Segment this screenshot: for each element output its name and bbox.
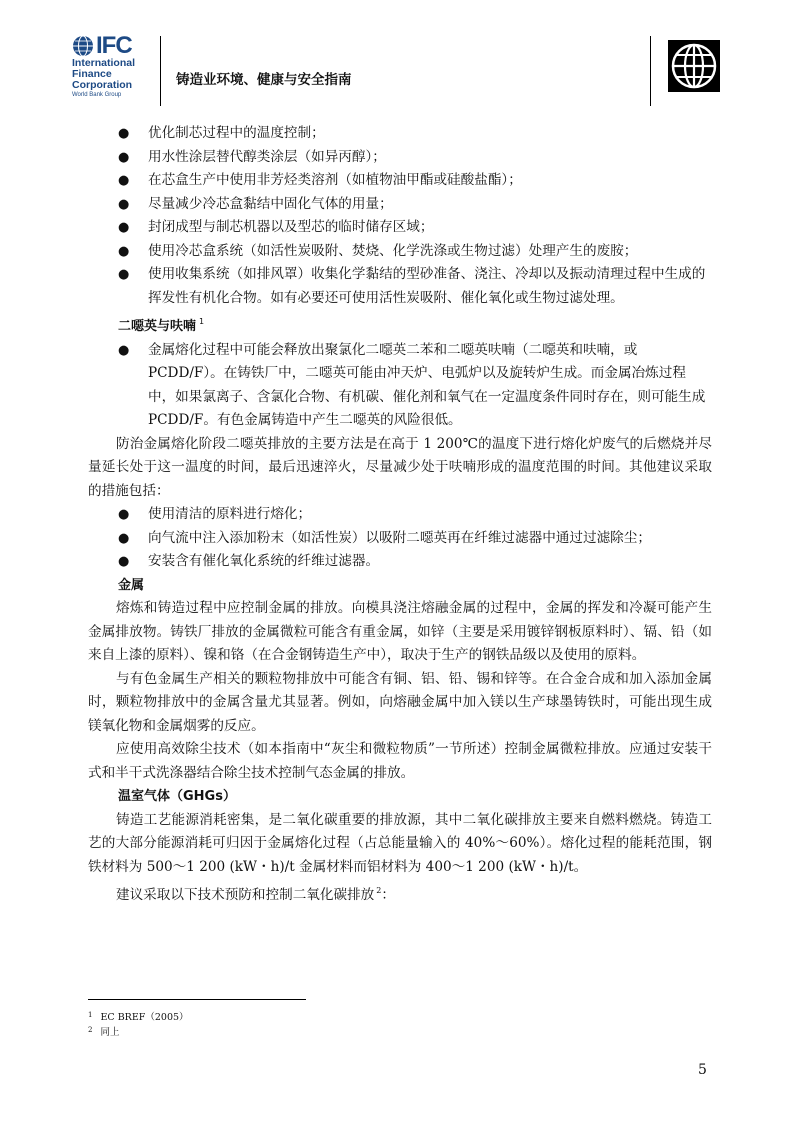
footnote: $^2$ 同上: [88, 1026, 120, 1038]
page-body: [88, 122, 712, 908]
page-header: [68, 28, 728, 106]
bullet-item: ● 金属熔化过程中可能会释放出聚氯化二噁英二苯和二噁英呋喃（二噁英和呋喃，或PCDD/F）。在铸铁厂中，二噁英可能由冲天炉、电弧炉以及旋转炉生成。而金属冶炼过程中，如果氯离子、含氯化合物、有机碳、催化剂和氧气在一定温度条件同时存在，则可能生成 PCDD/F。有色金属铸造中产生二噁英的风险很低。: [88, 339, 712, 433]
paragraph: 防治金属熔化阶段二噁英排放的主要方法是在高于 1 200℃的温度下进行熔化炉废气的后燃烧并尽量延长处于这一温度的时间，最后迅速淬火，尽量减少处于呋喃形成的温度范围的时间。其他建议采取的措施包括：: [88, 435, 712, 499]
bullet-item: ● 在芯盒生产中使用非芳烃类溶剂（如植物油甲酯或硅酸盐酯）；: [88, 169, 712, 193]
page-number: 5: [698, 1062, 707, 1078]
bullet-item: ● 封闭成型与制芯机器以及型芯的临时储存区域；: [88, 216, 712, 240]
header-divider: [160, 36, 161, 106]
bullet-item: ● 用水性涂层替代醇类涂层（如异丙醇）；: [88, 146, 712, 170]
logo-line: Corporation: [72, 79, 133, 91]
bullet-item: ● 向气流中注入添加粉末（如活性炭）以吸附二噁英再在纤维过滤器中通过过滤除尘；: [88, 527, 712, 551]
logo-line: World Bank Group: [72, 92, 122, 98]
bullet-icon: ●: [118, 173, 130, 188]
bullet-icon: ●: [118, 342, 130, 358]
page-title: 铸造业环境、健康与安全指南: [176, 72, 352, 88]
bullet-item: ● 使用清洁的原料进行熔化；: [88, 503, 712, 527]
logo-mark: IFC: [96, 32, 132, 59]
globe-icon: [72, 35, 94, 57]
paragraph: 应使用高效除尘技术（如本指南中“灰尘和微粒物质”一节所述）控制金属微粒排放。应通过安装干式和半干式洗涤器结合除尘技术控制气态金属的排放。: [88, 741, 712, 781]
bullet-icon: ●: [118, 149, 130, 165]
footnote-ref: 2: [376, 886, 382, 895]
logo-line: International: [72, 57, 136, 69]
footnote: $^1$ EC BREF（2005）: [88, 1011, 189, 1023]
bullet-icon: ●: [118, 507, 130, 522]
logo-line: Finance: [72, 68, 112, 80]
bullet-item: ● 使用收集系统（如排风罩）收集化学黏结的型砂准备、浇注、冷却以及振动清理过程中生成的挥发性有机化合物。如有必要还可使用活性炭吸附、催化氧化或生物过滤处理。: [88, 263, 712, 310]
bullet-icon: ●: [118, 126, 130, 141]
section-heading: 温室气体（GHGs）: [118, 789, 236, 804]
paragraph: 熔炼和铸造过程中应控制金属的排放。向模具浇注熔融金属的过程中，金属的挥发和冷凝可能产生金属排放物。铸铁厂排放的金属微粒可能含有重金属，如锌（主要是采用镀锌钢板原料时）、镉、铅（如来自上漆的原料）、镍和铬（在合金钢铸造生产中），取决于生产的钢铁品级以及使用的原料。: [88, 600, 712, 663]
paragraph: 与有色金属生产相关的颗粒物排放中可能含有铜、铝、铅、锡和锌等。在合金合成和加入添加金属时，颗粒物排放中的金属含量尤其显著。例如，向熔融金属中加入镁以生产球墨铸铁时，可能出现生成镁氧化物和金属烟雾的反应。: [88, 670, 712, 734]
bullet-icon: ●: [118, 530, 130, 546]
bullet-icon: ●: [118, 220, 130, 235]
bullet-icon: ●: [118, 267, 130, 282]
header-divider: [650, 36, 651, 106]
bullet-icon: ●: [118, 554, 130, 569]
world-bank-logo-icon: [668, 40, 720, 92]
bullet-icon: ●: [118, 196, 130, 212]
bullet-item: ● 安装含有催化氧化系统的纤维过滤器。: [88, 550, 712, 574]
footnote-ref: 1: [199, 317, 205, 326]
section-heading: 二噁英与呋喃 $^1$: [118, 317, 205, 334]
bullet-item: ● 优化制芯过程中的温度控制；: [88, 122, 712, 146]
bullet-item: ● 使用冷芯盒系统（如活性炭吸附、焚烧、化学洗涤或生物过滤）处理产生的废胺；: [88, 240, 712, 264]
ifc-logo: [72, 34, 152, 98]
footnote-divider: [88, 999, 306, 1000]
paragraph: 建议采取以下技术预防和控制二氧化碳排放 $^2$：: [116, 886, 395, 903]
paragraph: 铸造工艺能源消耗密集，是二氧化碳重要的排放源，其中二氧化碳排放主要来自燃料燃烧。铸造工艺的大部分能源消耗可归因于金属熔化过程（占总能量输入的 40%～60%）。熔化过程的能耗范围，钢铁材料为 500～1 200 (kW・h)/t 金属材料而铝材料为 400～1 200 (kW・h)/t。: [88, 811, 712, 875]
bullet-item: ● 尽量减少冷芯盒黏结中固化气体的用量；: [88, 193, 712, 217]
bullet-icon: ●: [118, 243, 130, 259]
section-heading: 金属: [118, 577, 145, 593]
